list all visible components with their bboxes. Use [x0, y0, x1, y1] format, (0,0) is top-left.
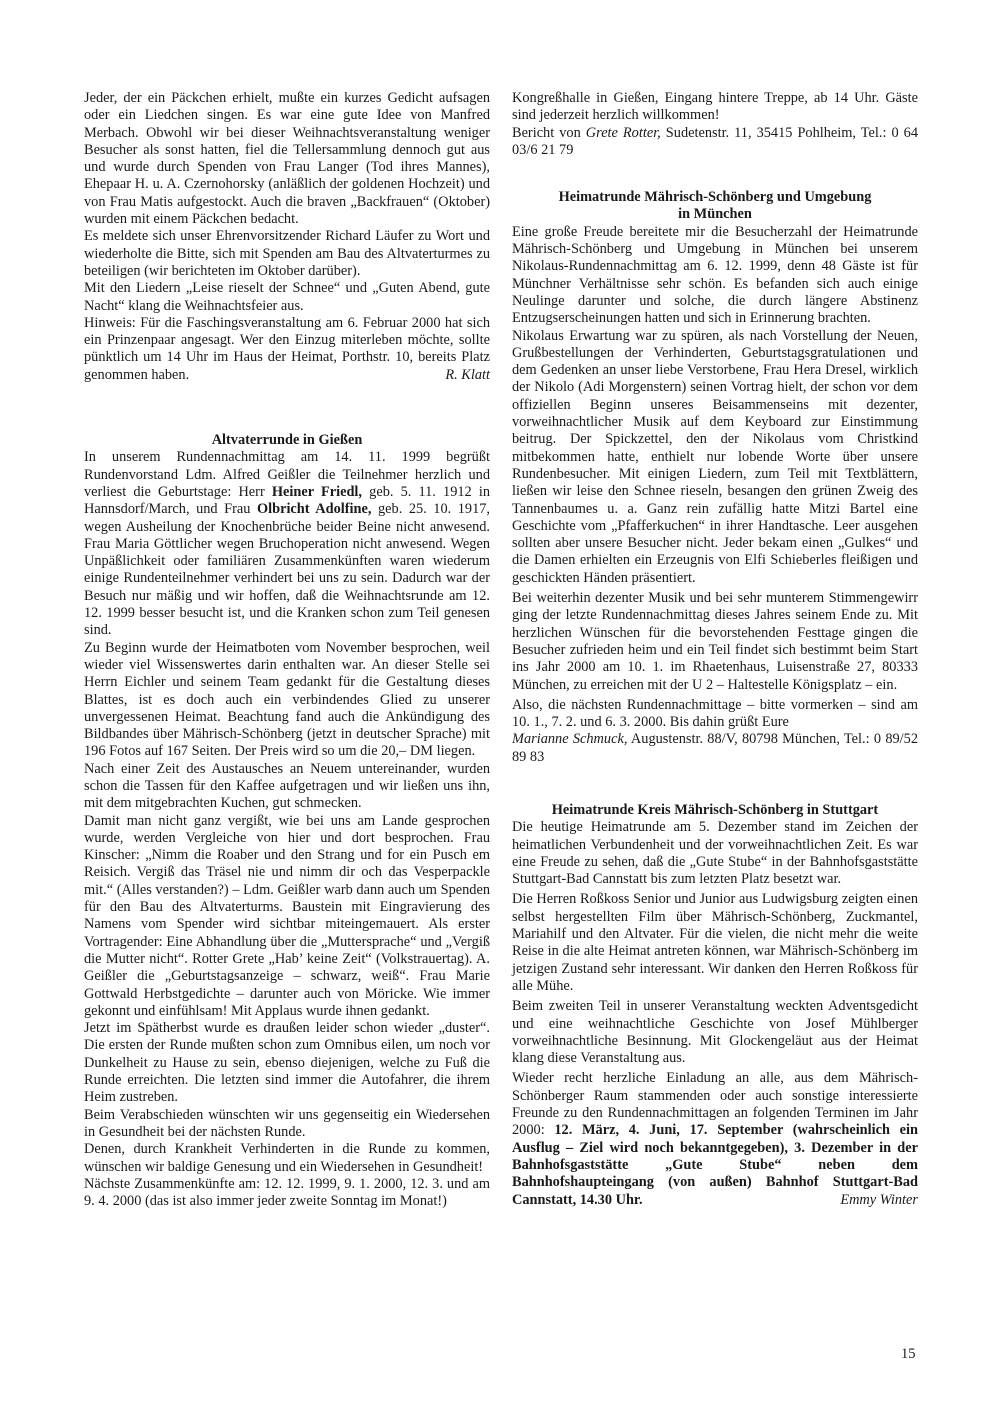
paragraph: [84, 449, 490, 639]
section-spacer: [512, 766, 918, 802]
paragraph: Es meldete sich unser Ehrenvorsitzender Richard Läufer zu Wort und wiederholte die Bitte, sich mit Spenden am Bau des Altvaterturmes zu beteiligen (wir berichteten im Oktober darüber).: [84, 228, 490, 279]
signature: Emmy Winter: [840, 1191, 918, 1208]
paragraph: Bei weiterhin dezenter Musik und bei sehr munterem Stimmengewirr ging der letzte Rundennachmittag dieses Jahres seinem Ende zu. Mit herzlichen Wünschen für die bevorstehenden Festtage gingen die Besucher zufrieden heim und ein Teil findet sich bestimmt beim Start ins Jahr 2000 am 10. 1. im Rhaetenhaus, Luisenstraße 27, 80333 München, zu erreichen mit der U 2 – Haltestelle Königsplatz – ein.: [512, 590, 918, 693]
heading-line: in München: [678, 206, 752, 223]
paragraph: Jeder, der ein Päckchen erhielt, mußte ein kurzes Gedicht aufsagen oder ein Liedchen singen. Es war eine gute Idee von Manfred Merbach. Obwohl wir bei dieser Weihnachtsveranstaltung weniger Besucher als sonst hatten, fiel die Tellersammlung dennoch gut aus und wurde durch Spenden von Frau Langer (Tod ihres Mannes), Ehepaar H. u. A. Czernohorsky (anläßlich der goldenen Hochzeit) und von Frau Matis aufgestockt. Auch die braven „Backfrauen“ (Oktober) wurden mit einem Päckchen bedacht.: [84, 90, 490, 228]
article-giessen-continuation: [512, 90, 918, 159]
signature: R. Klatt: [445, 366, 490, 383]
birthday-name: Olbricht Adolfine,: [256, 501, 372, 518]
paragraph-text: geb. 5. 11. 1912 in Hannsdorf/March, und Frau: [84, 483, 491, 518]
article-heading: Heimatrunde Kreis Mährisch-Schönberg in Stuttgart: [551, 801, 879, 818]
section-spacer: [84, 384, 490, 432]
paragraph: Eine große Freude bereitete mir die Besucherzahl der Heimatrunde Mährisch-Schönberg und Umgebung in München bei unserem Nikolaus-Rundennachmittag am 6. 12. 1999, denn 48 Gäste ist für Münchner Verhältnisse sehr schön. Es befanden sich auch einige Neulinge darunter und solche, die durch längere Abstinenz Entzugserscheinungen hatten und sich in Erinnerung brachten.: [512, 223, 918, 327]
reporter-name: Grete Rotter,: [585, 124, 661, 141]
paragraph: [84, 315, 490, 384]
paragraph-text: Bericht von: [512, 124, 586, 141]
paragraph: Beim Verabschieden wünschten wir uns gegenseitig ein Wiedersehen in Gesundheit bei der nächsten Runde.: [84, 1106, 490, 1140]
paragraph: Also, die nächsten Rundennachmittage – bitte vormerken – sind am 10. 1., 7. 2. und 6. 3. 2000. Bis dahin grüßt Eure: [512, 696, 918, 731]
paragraph-text: Sudetenstr. 11, 35415 Pohlheim, Tel.: 0 64 03/6 21 79: [512, 124, 919, 158]
paragraph-text: geb. 25. 10. 1917, wegen Ausheilung der Knochenbrüche beider Beine nicht anwesend. Frau Maria Göttlicher wegen Bruchoperation nicht anwesend. Wegen Unpäßlichkeit oder familiären Zusammenkünften waren wiederum einige Rundenteilnehmer verhindert bei uns zu sein. Dadurch war der Besuch nur mäßig und wir hoffen, daß die Weihnachtsrunde am 12. 12. 1999 besser besucht ist, und die Kranken schon zum Teil genesen sind.: [84, 501, 490, 639]
birthday-name: Heiner Friedl,: [271, 483, 363, 500]
paragraph: Die Herren Roßkoss Senior und Junior aus Ludwigsburg zeigten einen selbst hergestellten Film über Mährisch-Schönberg, Zuckmantel, Mariahilf und den Altvater. Für die vielen, die nicht mehr die weite Reise in die alte Heimat antreten können, war Mährisch-Schönberg im jetzigen Zustand sehr interessant. Wir danken den Herren Roßkoss für alle Mühe.: [512, 891, 918, 994]
paragraph: Die heutige Heimatrunde am 5. Dezember stand im Zeichen der heimatlichen Verbundenheit und der vorweihnachtlichen Zeit. Es war eine Freude zu sehen, daß die „Gute Stube“ in der Bahnhofsgaststätte Stuttgart-Bad Cannstatt bis zum letzten Platz besetzt war.: [512, 819, 918, 888]
paragraph: Nach einer Zeit des Austausches an Neuem untereinander, wurden schon die Tassen für den Kaffee aufgetragen und wir ließen uns ihn, mit dem mitgebrachten Kuchen, gut schmecken.: [84, 760, 490, 812]
article-heading: Altvaterrunde in Gießen: [211, 432, 363, 449]
paragraph: Nächste Zusammenkünfte am: 12. 12. 1999, 9. 1. 2000, 12. 3. und am 9. 4. 2000 (das ist also immer jeder zweite Sonntag im Monat!): [84, 1175, 490, 1210]
paragraph-text: Wieder recht herzliche Einladung an alle, aus dem Mährisch-Schönberger Raum stammenden oder auch sonstige interessierte Freunde zu den Rundennachmittagen an folgenden Terminen im Jahr 2000:: [512, 1070, 918, 1139]
report-credit: [512, 125, 918, 160]
article-giessen: [84, 432, 490, 1210]
article-muenchen: [512, 189, 918, 766]
author-address: Augustenstr. 88/V, 80798 München, Tel.: 0 89/52 89 83: [512, 731, 919, 765]
dates-emphasis: 12. März, 4. Juni, 17. September (wahrscheinlich ein Ausflug – Ziel wird noch bekanntgegeben), 3. Dezember in der Bahnhofsgaststätte „Gute Stube“ neben dem Bahnhofshaupteingang (von außen) Bahnhof Stuttgart-Bad Cannstatt, 14.30 Uhr.: [512, 1122, 918, 1208]
paragraph: Zu Beginn wurde der Heimatboten vom November besprochen, weil wieder viel Wissenswertes darin enthalten war. An dieser Stelle sei Herrn Eichler und seinem Team gedankt für die Gestaltung dieses Blattes, ist es doch auch ein verbindendes Glied zu unserer unvergessenen Heimat. Beachtung fand auch die Ankündigung des Bildbandes über Mährisch-Schönberg (jetzt in deutscher Sprache) mit 196 Fotos auf 167 Seiten. Der Preis wird so um die 20,– DM liegen.: [84, 639, 490, 760]
left-column: [84, 90, 490, 1210]
heading-line: Heimatrunde Mährisch-Schönberg und Umgebung: [558, 189, 872, 206]
paragraph: Denen, durch Krankheit Verhinderten in die Runde zu kommen, wünschen wir baldige Genesung und ein Wiedersehen in Gesundheit!: [84, 1141, 490, 1175]
paragraph-text: In unserem Rundennachmittag am 14. 11. 1999 begrüßt Rundenvorstand Ldm. Alfred Geißler die Teilnehmer herzlich und verliest die Geburtstage: Herr: [84, 449, 490, 500]
paragraph: [512, 1070, 918, 1208]
author-name: Marianne Schmuck,: [512, 731, 628, 748]
paragraph: Beim zweiten Teil in unserer Veranstaltung weckten Adventsgedicht und eine weihnachtliche Geschichte von Josef Mühlberger vorweihnachtliche Besinnung. Mit Glockengeläut aus der Heimat klang diese Veranstaltung aus.: [512, 998, 918, 1067]
author-line: [512, 731, 918, 766]
section-spacer: [512, 159, 918, 189]
paragraph: Nikolaus Erwartung war zu spüren, als nach Vorstellung der Neuen, Grußbestellungen der Verhinderten, Geburtstagsgratulationen und dem Gedenken an unser liebe Verstorbene, Frau Hera Dresel, wirklich der Nikolo (Adi Morgenstern) seinen Vortrag hielt, der schon vor dem offiziellen Beginn unseres Beisammenseins mit dezenter, vorweihnachtlicher Musik auf dem Keyboard zur Einstimmung beitrug. Der Spickzettel, den der Nikolaus vom Christkind mitbekommen hatte, enthielt nur lobende Worte über unsere Rundenbesucher. Mit einigen Liedern, zum Teil mit Textblättern, ließen wir leise den Schnee rieseln, besangen den grünen Zweig des Tannenbaumes u. a. Ganz rein zufällig hatte Mitzi Bartel eine Geschichte vom „Pfafferkuchen“ in ihrer Handtasche. Leer ausgehen sollten aber unsere Besucher nicht. Jeder bekam einen „Gulkes“ und die Damen erhielten ein Erzeugnis von Elfi Schieberles fleißigen und geschickten Händen präsentiert.: [512, 327, 918, 586]
paragraph: Damit man nicht ganz vergißt, wie bei uns am Lande gesprochen wurde, werden Vergleiche von hier und dort besprochen. Frau Kinscher: „Nimm die Roaber und den Strang und for ein Pusch em Reisich. Vergiß das Träsel nie und nimm dir och das Vesperpackle mit.“ (Alles verstanden?) – Ldm. Geißler warb dann auch um Spenden für den Bau des Altvaterturms. Baustein mit Eingravierung des Namens vom Spender wird sichtbar miteingemauert. Als erster Vortragender: Eine Abhandlung über die „Muttersprache“ und „Vergiß die Mutter nicht“. Rotter Grete „Hab’ keine Zeit“ (Volkstrauertag). A. Geißler die „Geburtstagsanzeige – schwarz, weiß“. Frau Marie Gottwald Herbstgedichte – darunter auch von Möricke. Wie immer gekonnt und einfühlsam! Mit Applaus wurde ihnen gedankt.: [84, 812, 490, 1019]
article-heading: [512, 189, 918, 224]
paragraph: Mit den Liedern „Leise rieselt der Schnee“ und „Guten Abend, gute Nacht“ klang die Weihnachtsfeier aus.: [84, 280, 490, 314]
paragraph: Jetzt im Spätherbst wurde es draußen leider schon wieder „duster“. Die ersten der Runde mußten schon zum Omnibus eilen, um noch vor Dunkelheit zu Hause zu sein, ebenso diejenigen, welche zu Fuß die Runde erreichten. Die letzten sind immer die Autofahrer, die ihrem Heim zustreben.: [84, 1020, 490, 1106]
page-number: 15: [901, 1346, 916, 1362]
intro-article-continuation: [84, 90, 490, 384]
paragraph: Kongreßhalle in Gießen, Eingang hintere Treppe, ab 14 Uhr. Gäste sind jederzeit herzlich willkommen!: [512, 90, 918, 124]
right-column: [512, 90, 918, 1209]
article-stuttgart: [512, 802, 918, 1209]
paragraph-text: Hinweis: Für die Faschingsveranstaltung am 6. Februar 2000 hat sich ein Prinzenpaar angesagt. Wer den Einzug miterleben möchte, sollte pünktlich um 14 Uhr im Haus der Heimat, Porthstr. 10, bereits Platz genommen haben.: [84, 314, 490, 383]
